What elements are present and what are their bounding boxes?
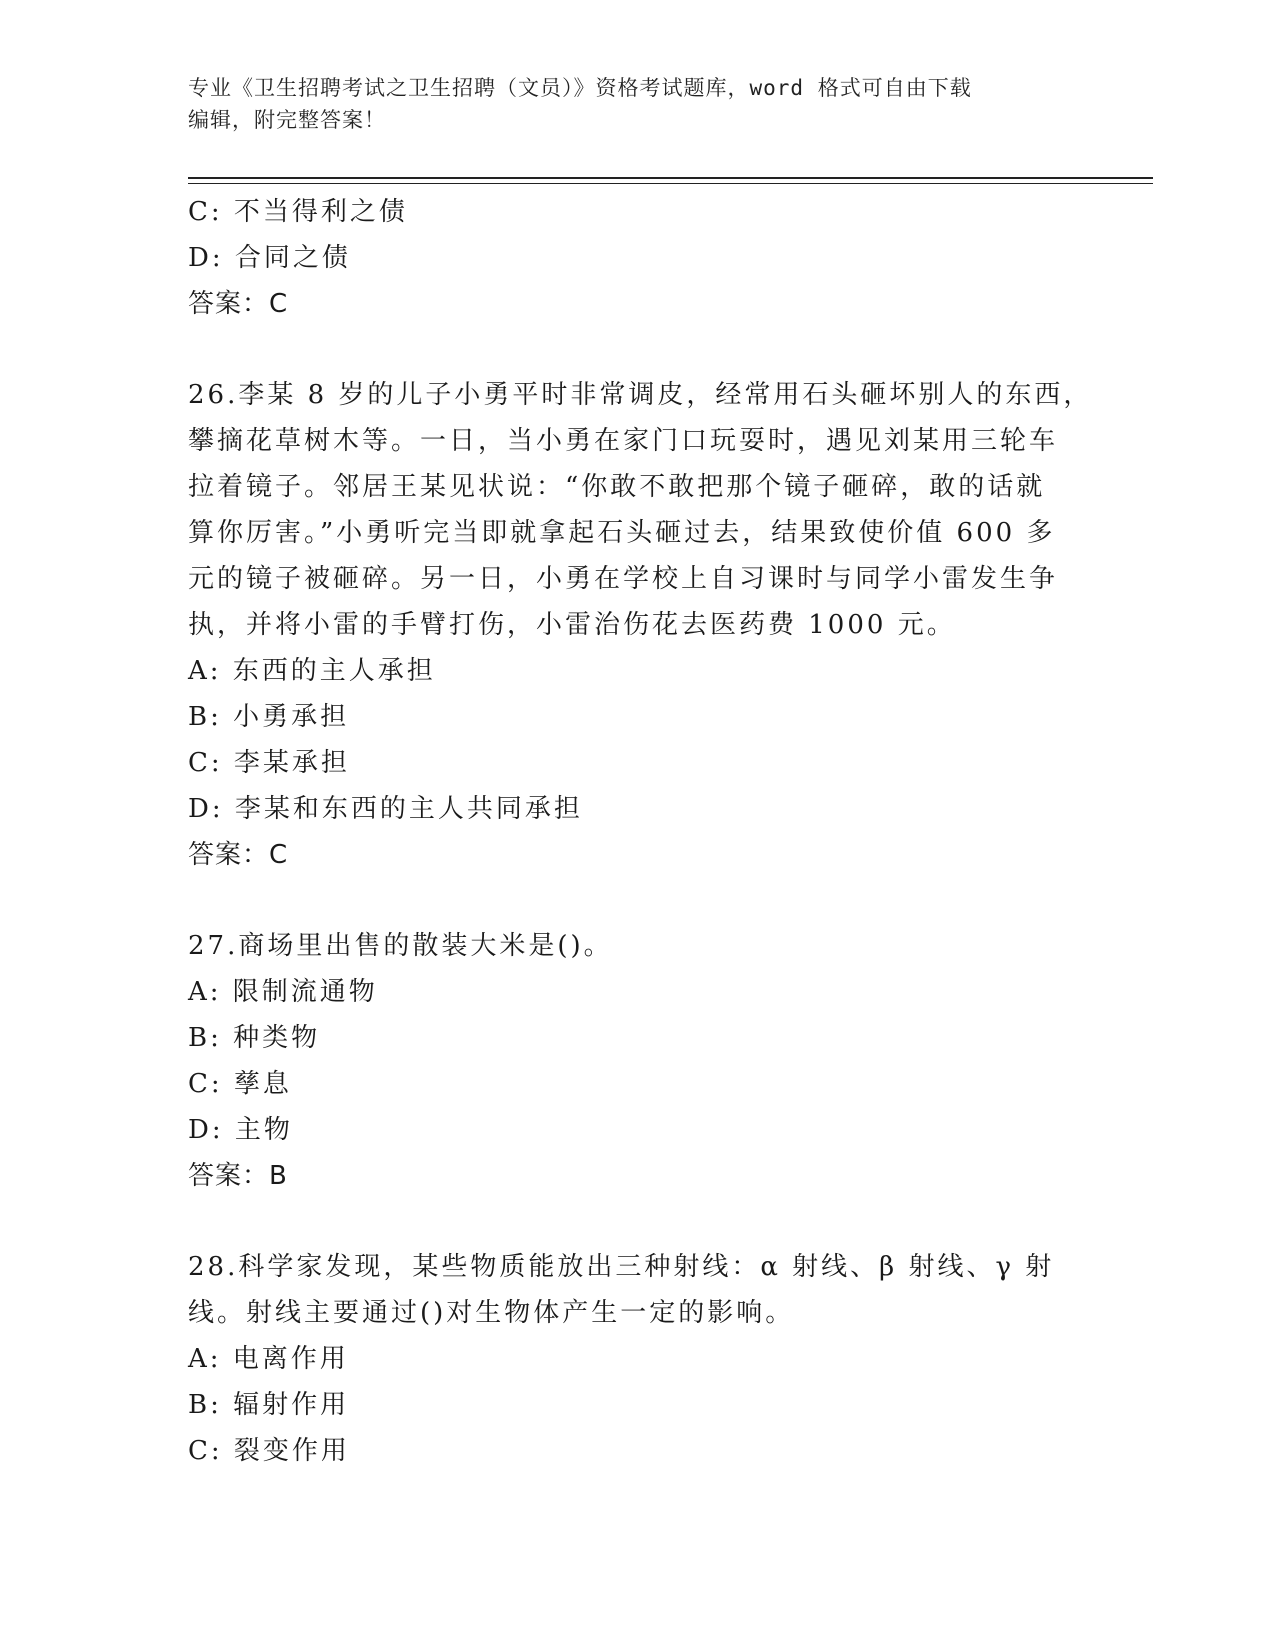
answer: 答案：C <box>188 289 289 319</box>
question-stem-line: 攀摘花草树木等。一日，当小勇在家门口玩耍时，遇见刘某用三轮车 <box>188 426 1059 456</box>
question-stem-line: 执，并将小雷的手臂打伤，小雷治伤花去医药费 1000 元。 <box>188 610 956 640</box>
question-list <box>188 189 1093 1474</box>
header-line: 编辑，附完整答案！ <box>188 108 386 132</box>
option-b: B: 辐射作用 <box>188 1390 350 1420</box>
question-stem-line: 拉着镜子。邻居王某见状说：“你敢不敢把那个镜子砸碎，敢的话就 <box>188 472 1046 502</box>
header-divider-thick <box>188 177 1153 179</box>
question-stem-line: 27.商场里出售的散装大米是()。 <box>188 931 613 961</box>
question-stem-line: 元的镜子被砸碎。另一日，小勇在学校上自习课时与同学小雷发生争 <box>188 564 1059 594</box>
spacer <box>188 1199 1088 1244</box>
option-d: D: 李某和东西的主人共同承担 <box>188 794 583 824</box>
answer: 答案：C <box>188 840 289 870</box>
option-c: C: 裂变作用 <box>188 1436 350 1466</box>
question-stem-line: 算你厉害。”小勇听完当即就拿起石头砸过去，结果致使价值 600 多 <box>188 518 1056 548</box>
spacer <box>188 327 1088 372</box>
header-divider-thin <box>188 183 1153 184</box>
header-line: 专业《卫生招聘考试之卫生招聘（文员）》资格考试题库，word 格式可自由下载 <box>188 76 972 100</box>
option-a: A: 限制流通物 <box>188 977 378 1007</box>
option-c: C: 不当得利之债 <box>188 197 408 227</box>
option-d: D: 主物 <box>188 1115 293 1145</box>
option-a: A: 东西的主人承担 <box>188 656 436 686</box>
answer: 答案：B <box>188 1161 288 1191</box>
question-stem-line: 28.科学家发现，某些物质能放出三种射线：α 射线、β 射线、γ 射 <box>188 1252 1055 1282</box>
question-stem-line: 26.李某 8 岁的儿子小勇平时非常调皮，经常用石头砸坏别人的东西， <box>188 380 1093 410</box>
option-d: D: 合同之债 <box>188 243 351 273</box>
option-b: B: 种类物 <box>188 1023 321 1053</box>
question-25-tail <box>188 189 1088 327</box>
document-header <box>188 72 1088 136</box>
option-a: A: 电离作用 <box>188 1344 349 1374</box>
option-c: C: 李某承担 <box>188 748 350 778</box>
question-26 <box>188 372 1093 878</box>
option-b: B: 小勇承担 <box>188 702 350 732</box>
question-27 <box>188 923 1088 1199</box>
question-stem-line: 线。射线主要通过()对生物体产生一定的影响。 <box>188 1298 795 1328</box>
spacer <box>188 878 1088 923</box>
question-28 <box>188 1244 1088 1474</box>
option-c: C: 孳息 <box>188 1069 292 1099</box>
